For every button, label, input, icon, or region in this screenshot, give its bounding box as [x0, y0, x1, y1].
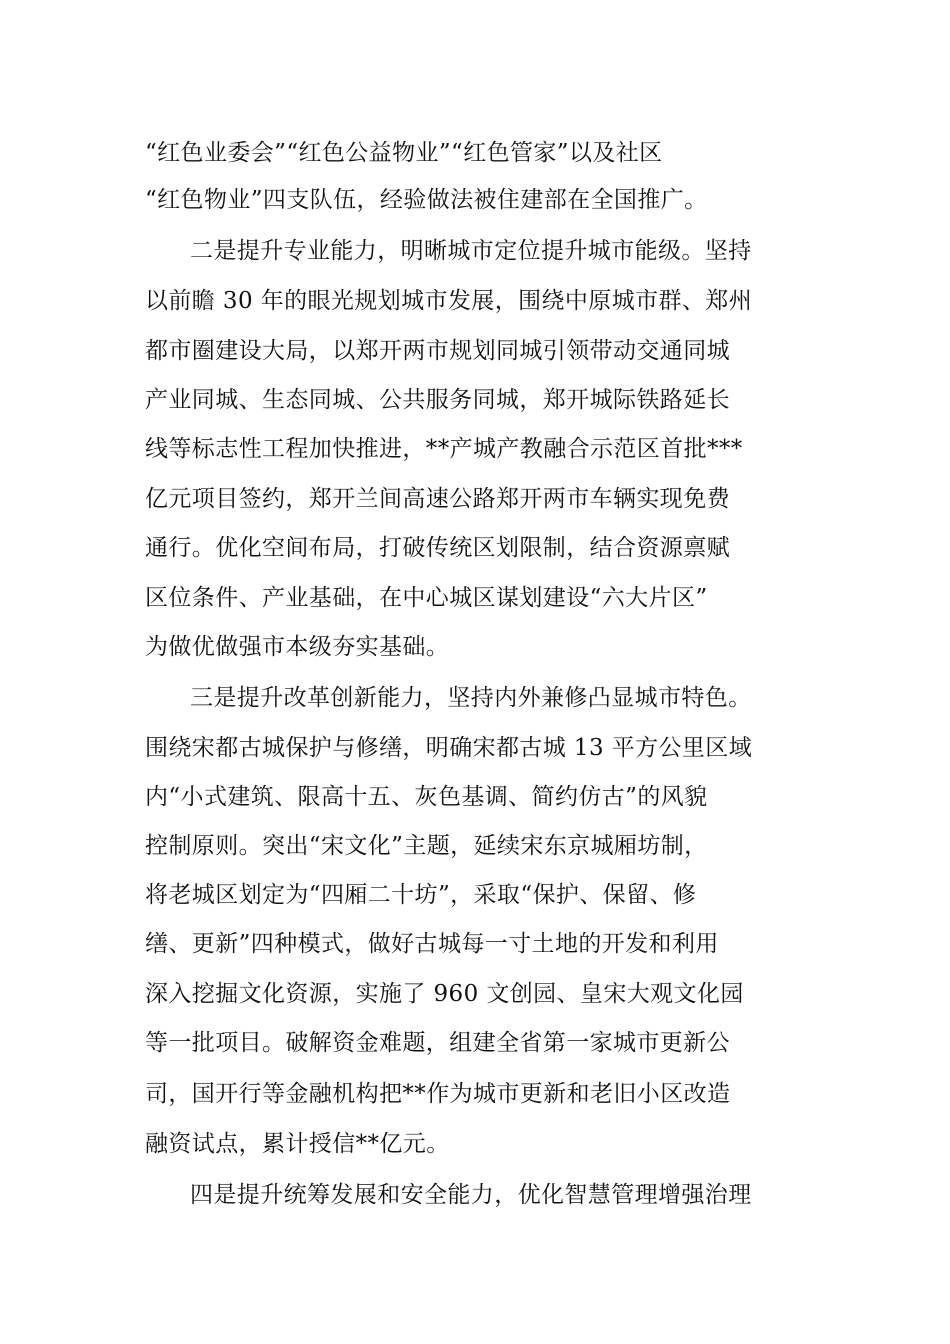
text-line: 线等标志性工程加快推进，**产城产教融合示范区首批***: [145, 436, 743, 462]
text-line: 产业同城、生态同城、公共服务同城，郑开城际铁路延长: [145, 387, 730, 413]
text-line: 区位条件、产业基础，在中心城区谋划建设“六大片区”: [145, 585, 708, 611]
paragraph-first-line: 三是提升改革创新能力，坚持内外兼修凸显城市特色。: [190, 685, 752, 711]
text-line: 通行。优化空间布局，打破传统区划限制，结合资源禀赋: [145, 535, 730, 561]
text-line: 司，国开行等金融机构把**作为城市更新和老旧小区改造: [145, 1081, 731, 1107]
text-line: 缮、更新”四种模式，做好古城每一寸土地的开发和利用: [145, 931, 719, 957]
text-line: 融资试点，累计授信**亿元。: [145, 1131, 450, 1157]
paragraph-first-line: 二是提升专业能力，明晰城市定位提升城市能级。坚持: [190, 238, 752, 264]
text-line: 等一批项目。破解资金难题，组建全省第一家城市更新公: [145, 1030, 730, 1056]
text-line: “红色物业”四支队伍，经验做法被住建部在全国推广。: [145, 187, 708, 213]
text-line: “红色业委会”“红色公益物业”“红色管家”以及社区: [145, 140, 663, 166]
text-line: 深入挖掘文化资源，实施了 960 文创园、皇宋大观文化园: [145, 981, 744, 1007]
text-line: 围绕宋都古城保护与修缮，明确宋都古城 13 平方公里区域: [145, 735, 753, 761]
text-line: 以前瞻 30 年的眼光规划城市发展，围绕中原城市群、郑州: [145, 288, 753, 314]
text-line: 控制原则。突出“宋文化”主题，延续宋东京城厢坊制，: [145, 833, 708, 859]
text-line: 为做优做强市本级夯实基础。: [145, 634, 450, 660]
text-line: 都市圈建设大局，以郑开两市规划同城引领带动交通同城: [145, 338, 730, 364]
text-line: 亿元项目签约，郑开兰间高速公路郑开两市车辆实现免费: [145, 486, 730, 512]
text-line: 内“小式建筑、限高十五、灰色基调、简约仿古”的风貌: [145, 784, 708, 810]
text-line: 将老城区划定为“四厢二十坊”，采取“保护、保留、修: [145, 882, 697, 908]
paragraph-first-line: 四是提升统筹发展和安全能力，优化智慧管理增强治理: [190, 1182, 752, 1208]
